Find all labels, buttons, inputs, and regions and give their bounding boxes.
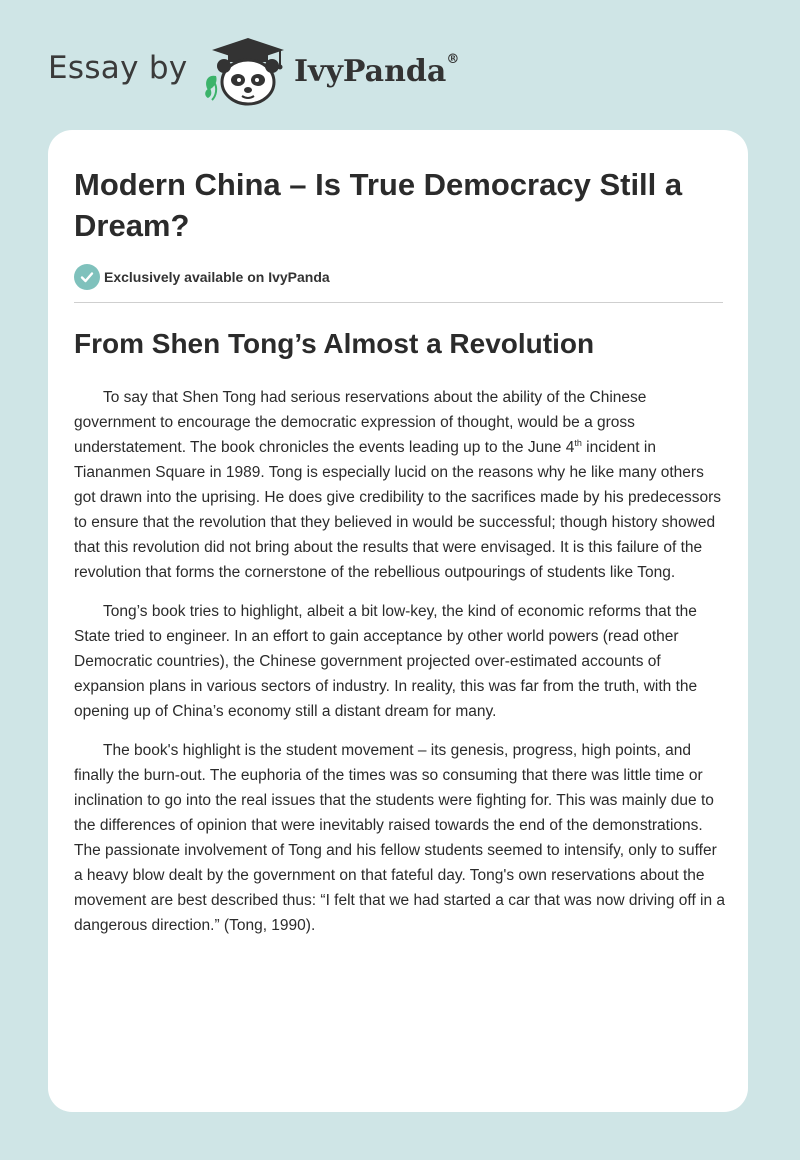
registered-mark: ®: [446, 52, 460, 67]
badge-label: Exclusively available on IvyPanda: [104, 269, 330, 285]
essay-by-label: Essay by: [48, 50, 188, 86]
panda-logo-icon[interactable]: [200, 36, 290, 108]
paragraph-3: The book's highlight is the student movement – its genesis, progress, high points, and finally the burn-out. The euphoria of the times was so consuming that there was little time or inclination to go into the real issues that the students were fighting for. This was mainly due to the differences of opinion that were inevitably raised towards the end of the demonstrations. The passionate involvement of Tong and his fellow students seemed to intensify, only to suffer a heavy blow dealt by the government on that fateful day. Tong's own reservations about the movement are best described thus: “I felt that we had started a car that was now driving off in a dangerous direction.” (Tong, 1990).: [74, 742, 726, 934]
essay-card: [48, 130, 748, 1112]
article-body: [74, 385, 726, 952]
brand-logo-text[interactable]: IvyPanda®: [294, 52, 460, 89]
divider: [74, 302, 723, 303]
page-title: Modern China – Is True Democracy Still a Dream?: [74, 167, 683, 243]
exclusive-badge: [74, 264, 330, 290]
check-icon: [74, 264, 100, 290]
section-heading: From Shen Tong’s Almost a Revolution: [74, 328, 595, 359]
paragraph-2: Tong’s book tries to highlight, albeit a bit low-key, the kind of economic reforms that the State tried to engineer. In an effort to gain acceptance by other world powers (read other Democratic countries), the Chinese government projected over-estimated accounts of expansion plans in various sectors of industry. In reality, this was far from the truth, with the opening up of China’s economy still a distant dream for many.: [74, 603, 698, 720]
site-header: [0, 0, 800, 130]
paragraph-1: To say that Shen Tong had serious reservations about the ability of the Chinese government to encourage the democratic expression of thought, would be a gross understatement. The book chronicles the events leading up to the June 4th incident in Tiananmen Square in 1989. Tong is especially lucid on the reasons why he like many others got drawn into the uprising. He does give credibility to the sacrifices made by his predecessors to ensure that the revolution that they believed in would be successful; though history showed that this revolution did not bring about the results that were envisaged. It is this failure of the revolution that forms the cornerstone of the rebellious outpourings of students like Tong.: [74, 389, 722, 581]
